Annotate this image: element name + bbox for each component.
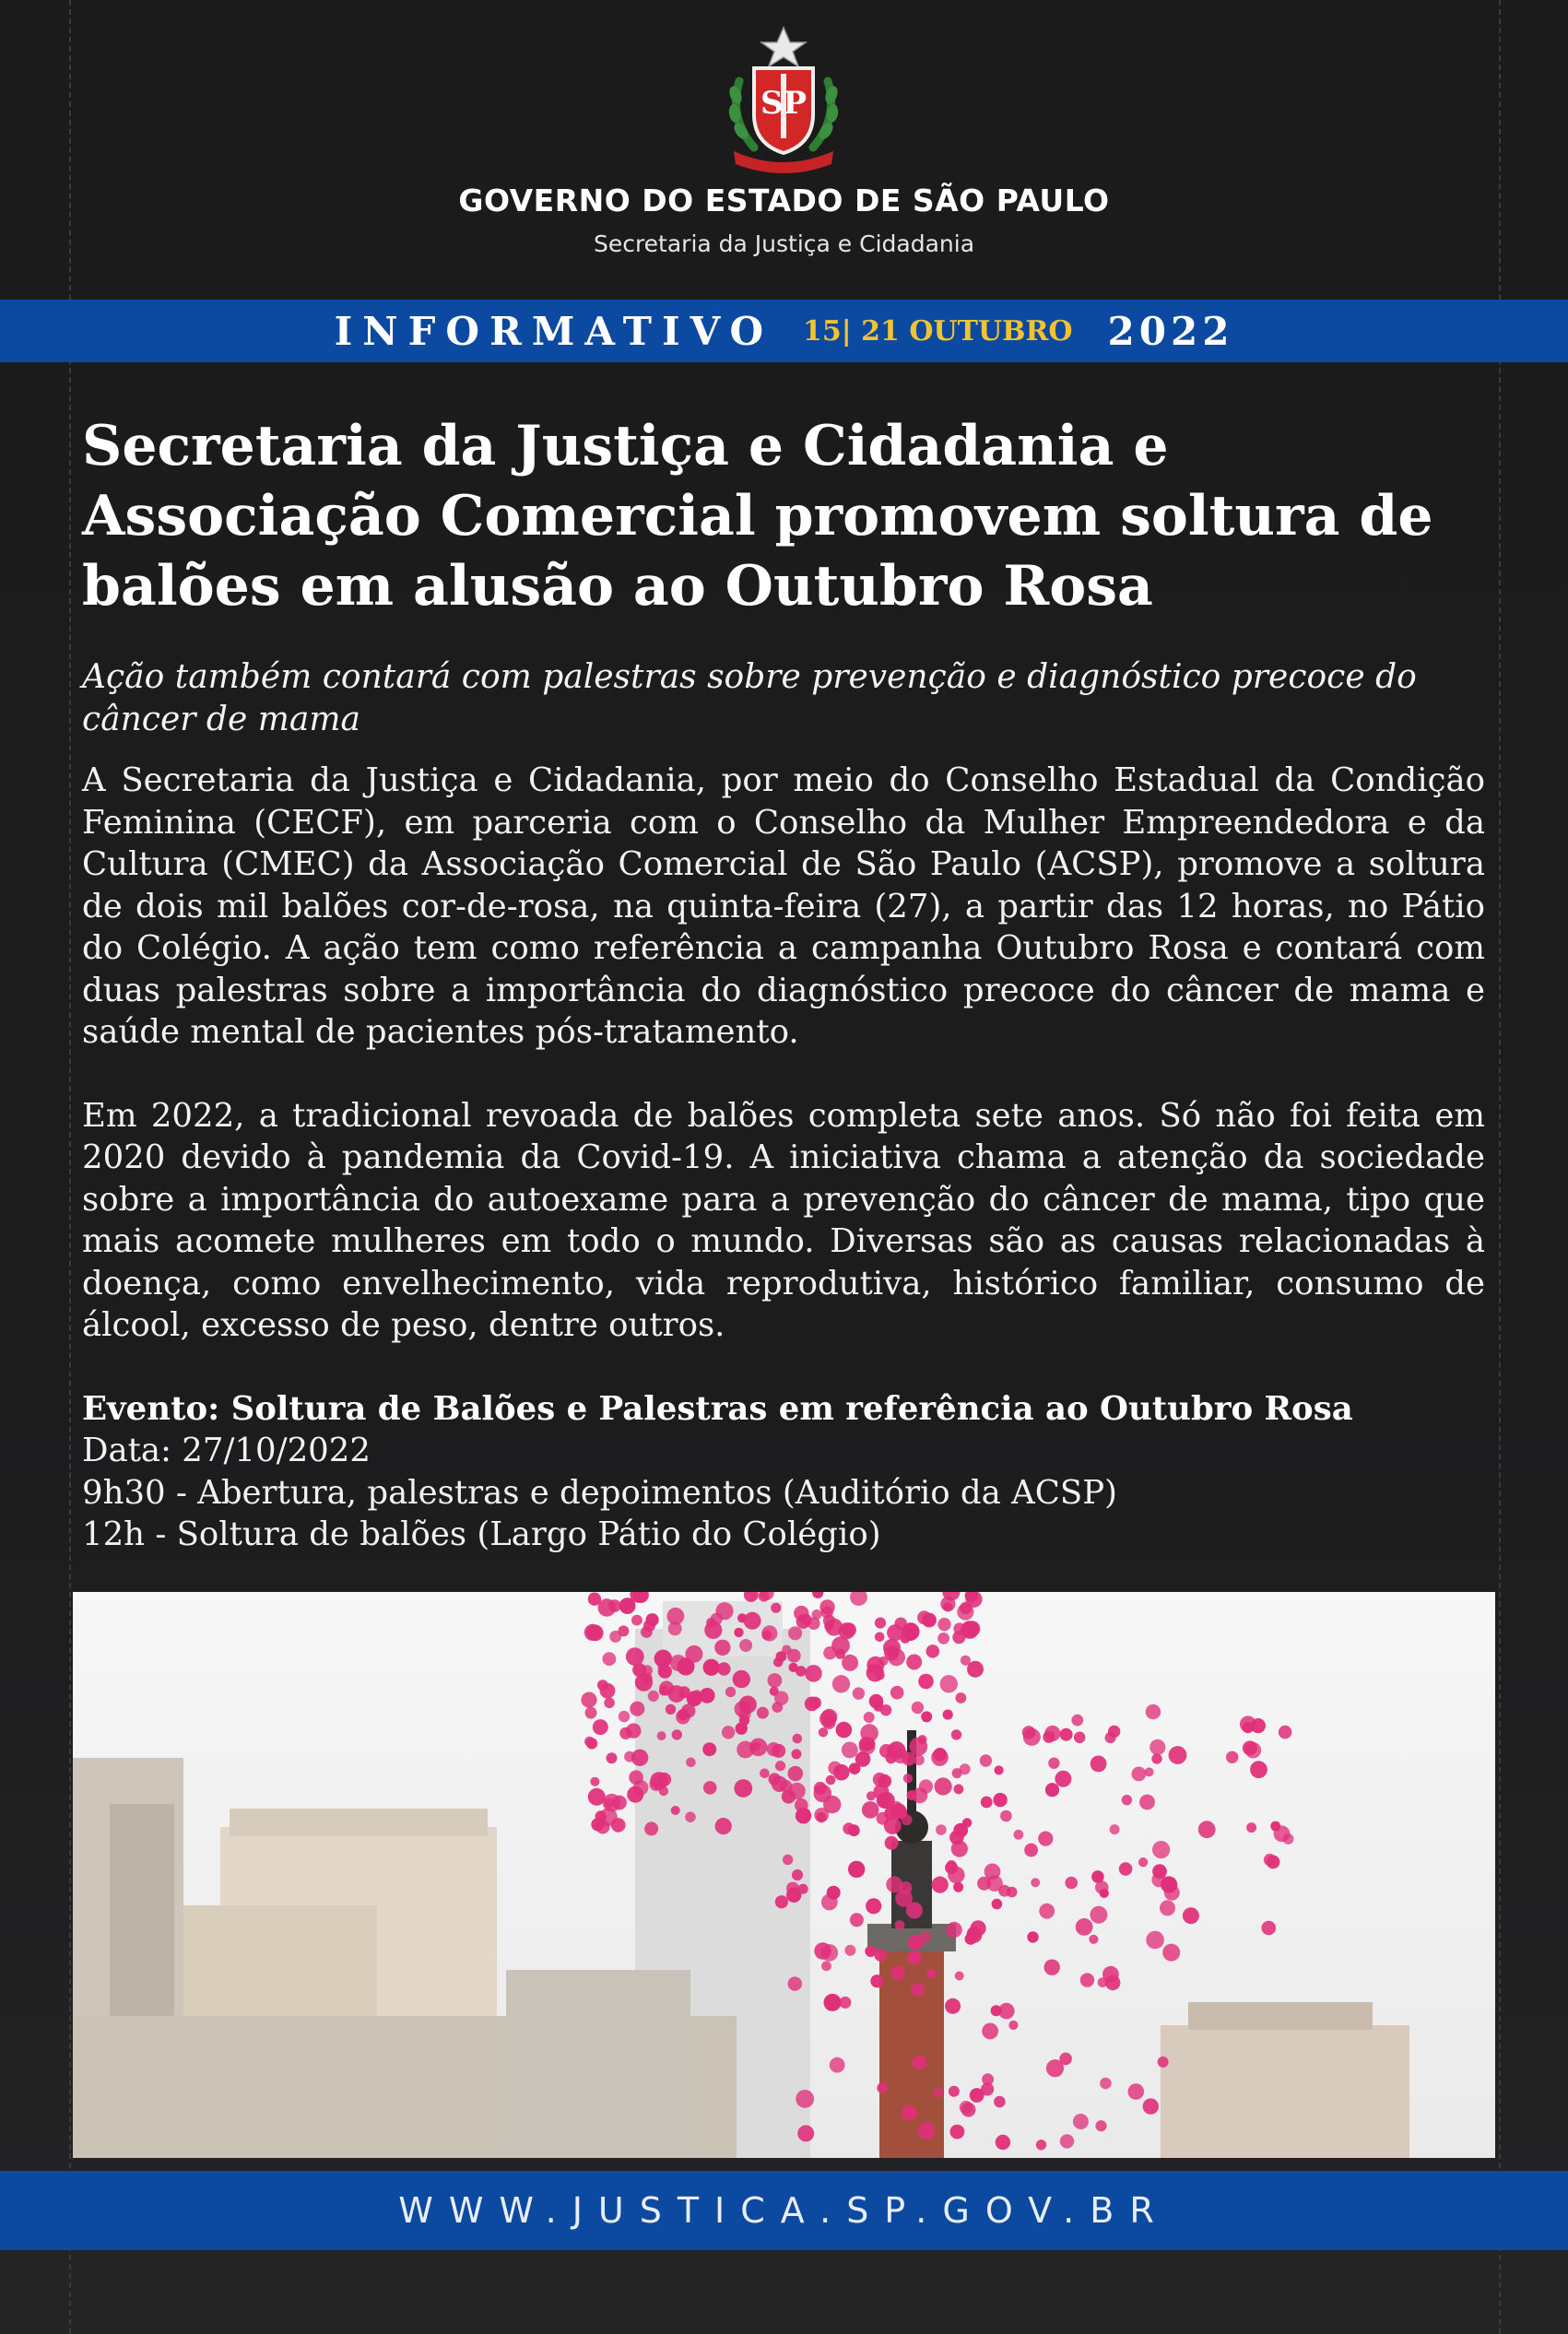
balloon	[703, 1659, 720, 1676]
balloon	[875, 1949, 888, 1962]
balloon	[702, 1742, 716, 1756]
balloon	[737, 1613, 747, 1622]
balloon	[788, 1626, 802, 1640]
balloon	[902, 2105, 917, 2121]
website-link[interactable]: WWW.JUSTICA.SP.GOV.BR	[398, 2190, 1170, 2231]
balloon	[581, 1692, 596, 1708]
balloon	[666, 1704, 676, 1715]
balloon	[1036, 2140, 1046, 2150]
balloon	[994, 2096, 1006, 2108]
balloon	[967, 1661, 984, 1678]
balloon	[734, 1628, 743, 1637]
balloon	[1100, 2078, 1112, 2090]
balloon	[918, 1735, 927, 1744]
balloon	[821, 1709, 838, 1726]
balloon	[1283, 1833, 1294, 1845]
balloon	[873, 1702, 883, 1712]
balloon	[977, 1877, 991, 1891]
balloon	[805, 1665, 822, 1682]
balloon	[996, 2135, 1010, 2150]
balloon	[956, 1692, 967, 1703]
balloon	[961, 1621, 979, 1639]
balloon	[1246, 1822, 1256, 1833]
article-headline: Secretaria da Justiça e Cidadania e Associação Comercial promovem soltura de balões em alusão ao Outubro Rosa	[82, 414, 1433, 619]
balloon	[714, 1640, 730, 1656]
balloon	[836, 1722, 853, 1739]
balloon	[1152, 1864, 1167, 1879]
balloon	[1146, 1704, 1161, 1719]
balloon	[1105, 1975, 1120, 1990]
balloon	[1108, 1726, 1120, 1738]
balloon	[626, 1647, 644, 1666]
balloon	[1158, 2057, 1169, 2068]
balloon	[1073, 2114, 1089, 2129]
balloon	[603, 1794, 621, 1812]
balloon	[918, 2122, 936, 2140]
balloon	[839, 1997, 851, 2009]
balloon	[998, 1885, 1010, 1897]
balloon	[768, 1673, 783, 1688]
balloon	[772, 1702, 783, 1713]
balloon	[584, 1624, 601, 1641]
balloon	[1043, 1731, 1055, 1743]
balloon	[1162, 1944, 1180, 1962]
balloon	[912, 1702, 924, 1714]
balloon	[877, 2082, 888, 2093]
balloon	[1243, 1740, 1257, 1755]
balloon	[703, 1781, 717, 1795]
balloon	[890, 1686, 904, 1700]
balloon	[832, 1675, 850, 1692]
balloon	[918, 1674, 934, 1690]
balloon	[991, 2005, 1002, 2016]
balloon	[878, 1774, 891, 1788]
balloon	[603, 1652, 617, 1666]
balloon	[850, 1913, 864, 1927]
balloon	[597, 1680, 608, 1691]
balloon	[1014, 1830, 1024, 1840]
balloon	[960, 1763, 971, 1774]
balloon	[875, 1618, 886, 1629]
balloon	[835, 1649, 845, 1659]
footer-band	[0, 2171, 1568, 2250]
balloon	[630, 1702, 644, 1716]
balloon	[626, 1723, 641, 1738]
event-photo	[73, 1592, 1495, 2158]
balloon	[1044, 1960, 1060, 1975]
balloon	[809, 1697, 821, 1709]
balloon	[1110, 1824, 1120, 1834]
balloon	[788, 1976, 802, 1990]
balloon	[1122, 1795, 1132, 1805]
article-paragraph: Em 2022, a tradicional revoada de balões completa sete anos. Só não foi feita em 2020 devido à pandemia da Covid-19. A iniciativa chama a atenção da sociedade sobre a importância do autoexame para a prevenção do câncer de mama, tipo que mais acomete mulheres em todo o mundo. Diversas são as causas relacionadas à doença, como envelhecimento, vida reprodutiva, histórico familiar, consumo de álcool, excesso de peso, dentre outros.	[82, 1096, 1485, 1344]
issue-year: 2022	[1107, 308, 1234, 354]
balloon	[1240, 1715, 1256, 1732]
balloon	[1089, 1935, 1098, 1944]
balloon	[876, 1670, 885, 1680]
balloon	[1128, 2083, 1145, 2100]
balloon	[903, 1774, 913, 1783]
balloon	[659, 1680, 674, 1695]
balloon	[906, 1655, 922, 1670]
balloon	[751, 1742, 760, 1751]
balloon	[960, 1602, 972, 1614]
balloon	[1262, 1921, 1277, 1936]
article-subtitle: Ação também contará com palestras sobre prevenção e diagnóstico precoce do câncer de mama	[82, 658, 1417, 738]
balloon	[980, 1754, 992, 1766]
balloon	[671, 1806, 680, 1815]
balloon	[775, 1895, 788, 1908]
balloon	[1059, 2053, 1072, 2066]
balloon	[1091, 1756, 1107, 1773]
header	[0, 0, 1568, 300]
balloon	[744, 1612, 761, 1630]
crest-sp-text: SP	[760, 85, 808, 122]
balloon	[648, 1691, 659, 1702]
balloon	[1250, 1761, 1267, 1778]
balloon	[786, 1882, 799, 1895]
balloon	[1279, 1726, 1292, 1739]
balloon	[1267, 1856, 1280, 1869]
balloon	[654, 1650, 672, 1668]
balloon	[848, 1824, 860, 1836]
article-paragraph: A Secretaria da Justiça e Cidadania, por meio do Conselho Estadual da Condição Feminina (CECF), em parceria com o Conselho da Mulher Empreendedora e da Cultura (CMEC) da Associação Comercial de São Paulo (ACSP), promove a soltura de dois mil balões cor-de-rosa, na quinta-feira (27), a partir das 12 horas, no Pátio do Colégio. A ação tem como referência a campanha Outubro Rosa e contará com duas palestras sobre a importância do diagnóstico precoce do câncer de mama e saúde mental de pacientes pós-tratamento.	[82, 761, 1485, 1051]
balloon	[772, 1776, 787, 1792]
balloon	[725, 1687, 736, 1697]
balloon	[995, 1765, 1004, 1774]
balloon	[788, 1766, 804, 1782]
balloon	[870, 1974, 883, 1987]
balloon	[611, 1818, 626, 1833]
balloon	[631, 1750, 648, 1766]
balloon	[706, 1618, 716, 1628]
balloon	[864, 1712, 875, 1723]
balloon	[899, 1881, 912, 1894]
balloon	[940, 1597, 955, 1611]
article	[82, 411, 1485, 1556]
balloon	[590, 1777, 599, 1786]
balloon	[824, 1621, 833, 1631]
balloon	[672, 1729, 682, 1739]
balloon	[1060, 1728, 1073, 1741]
balloon	[1065, 1877, 1078, 1890]
balloon	[796, 1808, 811, 1823]
balloon	[631, 1615, 643, 1626]
balloon	[940, 1675, 958, 1692]
balloon	[945, 1861, 958, 1874]
event-schedule-item: 9h30 - Abertura, palestras e depoimentos (Auditório da ACSP)	[82, 1473, 1117, 1512]
event-title: Evento: Soltura de Balões e Palestras em referência ao Outubro Rosa	[82, 1389, 1353, 1428]
balloon	[586, 1738, 597, 1749]
balloon	[866, 1898, 881, 1914]
balloons-release-photo	[73, 1592, 1495, 2158]
balloon	[993, 1793, 1007, 1807]
balloon	[1149, 1739, 1165, 1755]
balloon	[686, 1758, 696, 1768]
balloon	[1119, 1862, 1133, 1876]
sp-state-crest-icon	[719, 26, 848, 173]
balloon	[812, 1609, 822, 1620]
balloon	[1146, 1931, 1164, 1950]
balloon	[1095, 2120, 1106, 2131]
event-details	[82, 1388, 1485, 1556]
balloon	[911, 1983, 925, 1997]
balloon	[842, 1742, 858, 1759]
balloon	[913, 2056, 927, 2070]
balloon	[685, 1811, 696, 1822]
balloon	[619, 1711, 630, 1722]
balloon	[936, 1824, 947, 1835]
balloon	[735, 1701, 751, 1717]
balloon	[1074, 1732, 1086, 1744]
balloon	[1008, 2021, 1018, 2030]
balloon	[902, 1622, 919, 1640]
balloon	[992, 1899, 1003, 1910]
balloon	[585, 1707, 597, 1719]
balloon	[772, 1744, 785, 1758]
balloon	[604, 1698, 615, 1709]
balloon	[692, 1690, 701, 1699]
issue-dates: 15| 21 OUTUBRO	[803, 314, 1073, 348]
balloon	[782, 1645, 791, 1655]
balloon	[814, 1782, 827, 1795]
balloon	[761, 1625, 777, 1641]
balloon	[1091, 1870, 1104, 1883]
informativo-label: INFORMATIVO	[334, 308, 774, 354]
balloon	[960, 2101, 973, 2114]
balloon	[1198, 1821, 1216, 1838]
balloon	[722, 1726, 735, 1739]
balloon	[908, 1935, 923, 1950]
right-building	[1161, 2002, 1409, 2158]
balloon	[1143, 2098, 1159, 2114]
balloon	[1152, 1841, 1170, 1858]
balloon	[657, 1773, 671, 1786]
balloon	[937, 1633, 949, 1644]
balloon	[966, 1927, 982, 1943]
balloon	[1080, 1973, 1094, 1986]
balloon	[821, 1607, 833, 1619]
balloon	[890, 1803, 906, 1819]
balloon	[646, 1613, 659, 1626]
balloon	[931, 1749, 949, 1766]
balloon	[618, 1625, 629, 1636]
balloon	[883, 1639, 901, 1656]
balloon	[878, 1656, 888, 1666]
balloon	[970, 2088, 984, 2103]
balloon	[1048, 1758, 1059, 1769]
balloon	[912, 1787, 927, 1803]
balloon	[593, 1719, 608, 1735]
balloon	[791, 1749, 801, 1759]
balloon	[945, 1998, 961, 2014]
balloon	[821, 1894, 838, 1911]
balloon	[1139, 1795, 1155, 1810]
balloon	[739, 1639, 752, 1652]
balloon	[935, 1777, 952, 1795]
balloon	[783, 1855, 793, 1865]
balloon	[1138, 1857, 1148, 1867]
balloon	[885, 1836, 899, 1850]
balloon	[877, 1793, 892, 1809]
balloon	[962, 1818, 972, 1827]
balloon	[1076, 1918, 1093, 1936]
balloon	[884, 1817, 902, 1834]
balloon	[937, 1618, 950, 1631]
balloon	[1000, 1810, 1012, 1822]
event-schedule-item: 12h - Soltura de balões (Largo Pátio do Colégio)	[82, 1515, 881, 1553]
balloon	[951, 1729, 961, 1739]
balloon	[717, 1662, 730, 1675]
balloon	[1160, 1900, 1175, 1916]
balloon	[908, 1951, 922, 1964]
balloon	[921, 1711, 932, 1722]
balloon	[773, 1657, 784, 1668]
balloon	[888, 1741, 906, 1760]
balloon	[715, 1818, 732, 1834]
balloon	[950, 2125, 965, 2140]
balloon	[685, 1645, 702, 1663]
balloon	[1055, 1771, 1071, 1787]
balloon	[953, 1882, 963, 1892]
balloon	[821, 1961, 831, 1971]
balloon	[828, 1762, 842, 1775]
balloon	[1183, 1907, 1199, 1924]
balloon	[657, 1731, 666, 1740]
balloon	[678, 1709, 690, 1721]
government-title: GOVERNO DO ESTADO DE SÃO PAULO	[458, 183, 1110, 218]
balloon	[814, 1942, 831, 1960]
balloon	[796, 2090, 814, 2108]
balloon	[668, 1621, 682, 1635]
balloon	[895, 1920, 905, 1930]
balloon	[862, 1801, 879, 1819]
balloon	[844, 1945, 855, 1956]
balloon	[1022, 1726, 1035, 1739]
balloon	[775, 1761, 785, 1771]
balloon	[951, 1841, 968, 1857]
event-date: Data: 27/10/2022	[82, 1432, 371, 1469]
balloon	[642, 1665, 653, 1676]
balloon	[926, 1644, 940, 1658]
balloon	[1031, 1878, 1040, 1887]
balloon	[1226, 1751, 1238, 1763]
balloon	[1132, 1767, 1147, 1782]
balloon	[890, 1966, 904, 1980]
balloon	[1145, 1767, 1154, 1776]
balloon	[1060, 2134, 1074, 2148]
balloon	[926, 1969, 937, 1979]
balloon	[1045, 1783, 1059, 1797]
balloon	[955, 1972, 964, 1981]
balloon	[760, 1769, 770, 1779]
balloon	[932, 1877, 949, 1893]
informativo-band	[0, 300, 1568, 362]
balloon	[875, 1633, 885, 1643]
balloon	[734, 1779, 752, 1798]
balloon	[591, 1818, 604, 1831]
balloon	[733, 1670, 750, 1688]
balloon	[789, 1663, 798, 1672]
balloon	[796, 1614, 811, 1629]
balloon	[954, 1785, 964, 1795]
balloon	[838, 1622, 855, 1639]
balloon	[798, 1884, 808, 1894]
balloon	[797, 2125, 814, 2141]
balloon	[793, 1734, 803, 1744]
balloon	[982, 2073, 994, 2085]
balloon	[1024, 1844, 1038, 1857]
balloon	[1151, 1753, 1161, 1763]
balloon	[830, 2057, 845, 2073]
balloon	[1038, 1832, 1053, 1846]
balloon	[1027, 1931, 1038, 1942]
department-name: Secretaria da Justiça e Cidadania	[593, 230, 975, 257]
balloon	[782, 1789, 796, 1803]
balloon	[826, 1775, 836, 1786]
balloon	[922, 1613, 937, 1628]
balloon	[1071, 1715, 1083, 1727]
balloon	[814, 1808, 829, 1822]
balloon	[1169, 1746, 1187, 1764]
balloon	[1161, 1876, 1177, 1892]
balloon	[757, 1707, 769, 1719]
balloon	[949, 2086, 960, 2097]
balloon	[943, 1710, 953, 1720]
balloon	[981, 1797, 993, 1809]
balloon	[853, 1687, 865, 1699]
balloon	[859, 1737, 874, 1751]
balloon	[1039, 1904, 1055, 1919]
balloon	[848, 1861, 865, 1878]
balloon	[700, 1688, 715, 1703]
balloon	[946, 1922, 961, 1938]
balloon	[819, 1727, 828, 1737]
balloon	[982, 2023, 998, 2040]
balloon	[598, 1598, 617, 1617]
balloon	[629, 1770, 643, 1785]
balloon	[644, 1821, 658, 1835]
balloon	[607, 1752, 618, 1763]
balloon	[792, 1869, 803, 1880]
balloon	[824, 1994, 842, 2011]
balloon	[1100, 1889, 1109, 1898]
balloon	[934, 2088, 944, 2098]
balloon	[771, 1603, 781, 1613]
balloon	[1090, 1906, 1107, 1924]
